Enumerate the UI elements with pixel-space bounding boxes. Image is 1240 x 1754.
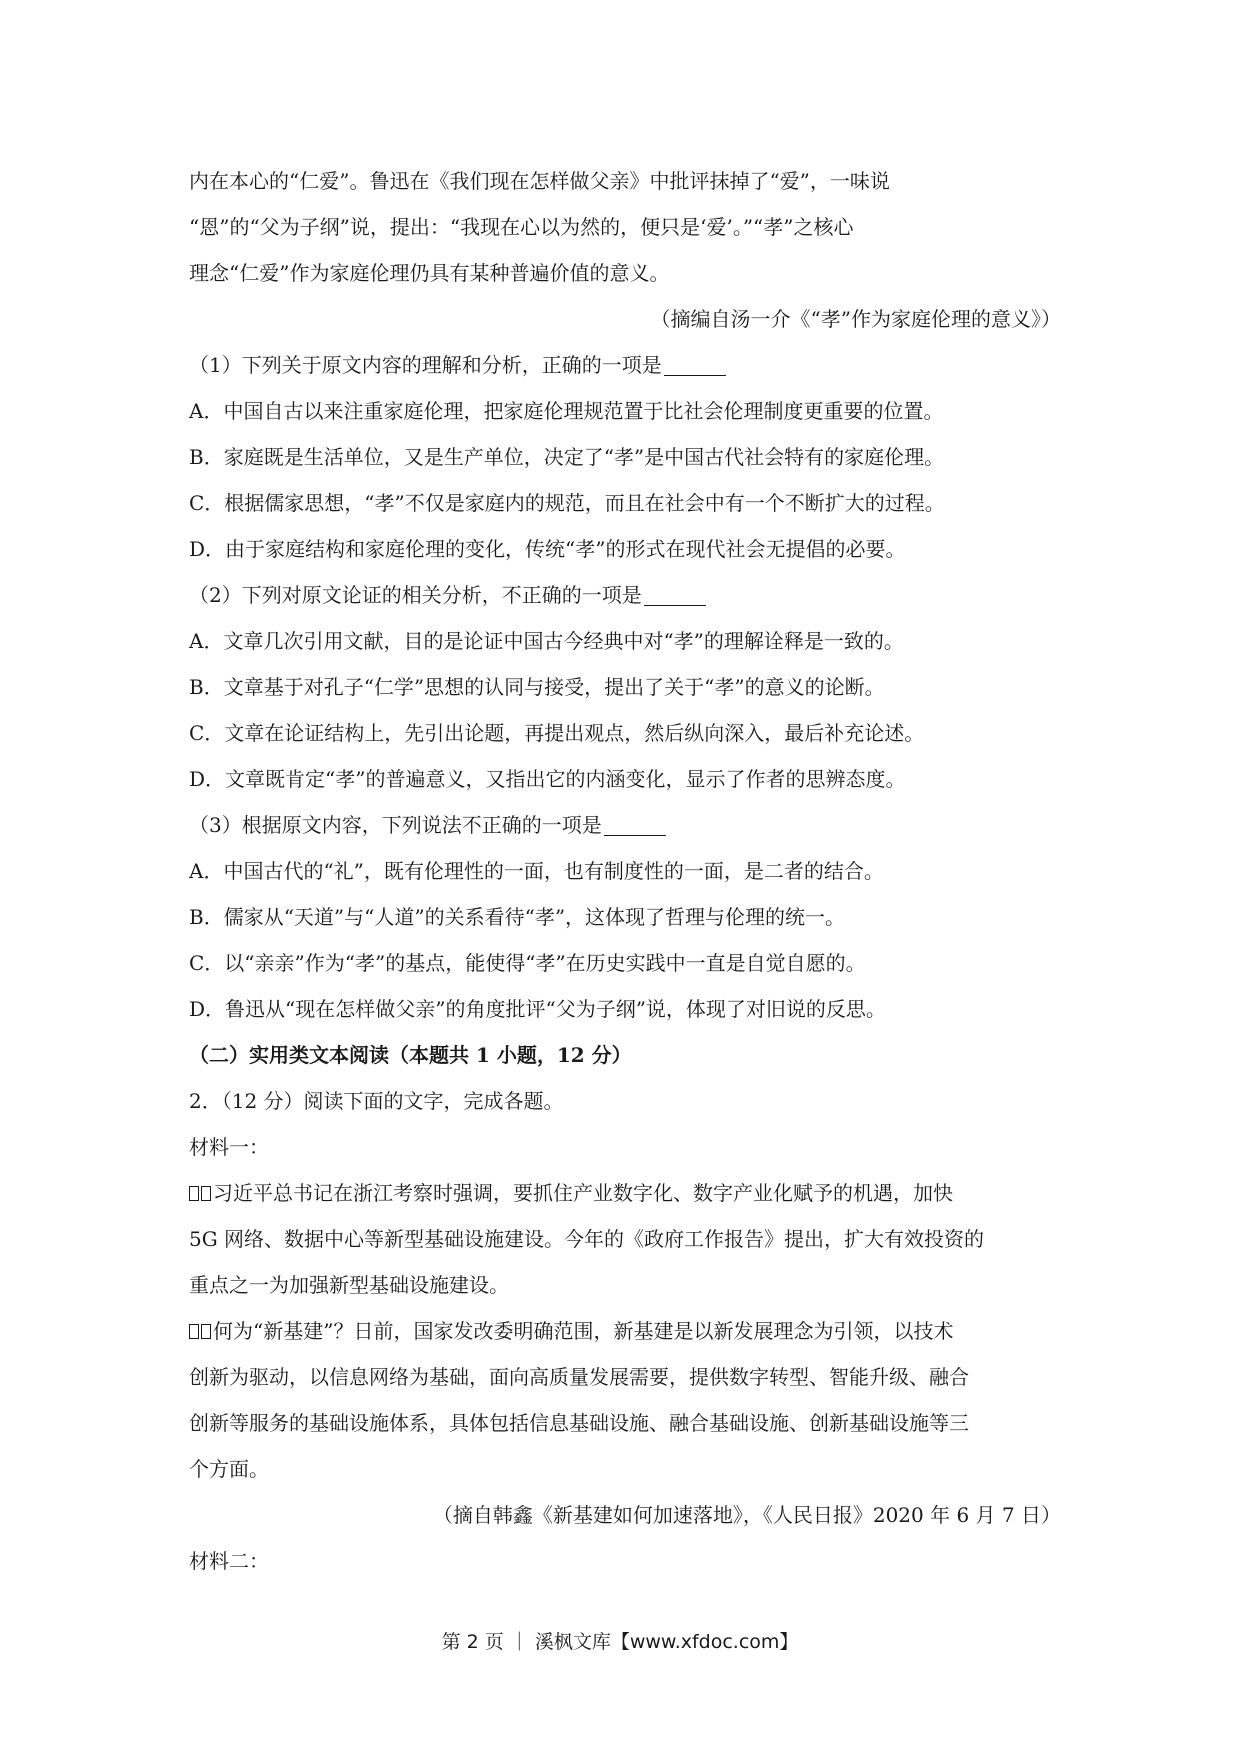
missing-glyph-icon (189, 1186, 199, 1201)
material-1-line: 创新为驱动，以信息网络为基础，面向高质量发展需要，提供数字转型、智能升级、融合 (189, 1365, 969, 1389)
material-1-label: 材料一： (189, 1135, 269, 1159)
question-3-option-d: D．鲁迅从“现在怎样做父亲”的角度批评“父为子纲”说，体现了对旧说的反思。 (189, 997, 886, 1021)
answer-blank (664, 353, 726, 376)
site-link[interactable]: 溪枫文库【www.xfdoc.com】 (534, 1631, 799, 1653)
answer-blank (604, 813, 666, 836)
material-1-text: 何为“新基建”？日前，国家发改委明确范围，新基建是以新发展理念为引领，以技术 (213, 1319, 954, 1343)
question-1-option-d: D．由于家庭结构和家庭伦理的变化，传统“孝”的形式在现代社会无提倡的必要。 (189, 537, 906, 561)
question-1-stem (189, 342, 1061, 388)
question-2-option-c: C．文章在论证结构上，先引出论题，再提出观点，然后纵向深入，最后补充论述。 (189, 721, 925, 745)
question-1-text: （1）下列关于原文内容的理解和分析，正确的一项是 (189, 353, 662, 377)
material-1-text: 习近平总书记在浙江考察时强调，要抓住产业数字化、数字产业化赋予的机遇，加快 (213, 1181, 953, 1205)
section-heading: （二）实用类文本阅读（本题共 1 小题，12 分） (189, 1043, 632, 1067)
question-1-option-b: B．家庭既是生活单位，又是生产单位，决定了“孝”是中国古代社会特有的家庭伦理。 (189, 445, 945, 469)
material-1-line: 5G 网络、数据中心等新型基础设施建设。今年的《政府工作报告》提出，扩大有效投资的 (189, 1227, 985, 1251)
question-1-option-c: C．根据儒家思想，“孝”不仅是家庭内的规范，而且在社会中有一个不断扩大的过程。 (189, 491, 945, 515)
missing-glyph-icon (201, 1186, 211, 1201)
question-2-stem (189, 572, 1061, 618)
material-1-line (189, 1308, 1061, 1354)
question-3-option-a: A．中国古代的“礼”，既有伦理性的一面，也有制度性的一面，是二者的结合。 (189, 859, 884, 883)
page-footer (0, 1627, 1240, 1654)
material-1-source: （摘自韩鑫《新基建如何加速落地》，《人民日报》2020 年 6 月 7 日） (432, 1503, 1061, 1527)
question-main: 2．（12 分）阅读下面的文字，完成各题。 (189, 1089, 564, 1113)
page-number: 第 2 页 ｜ (441, 1631, 529, 1653)
question-2-option-d: D．文章既肯定“孝”的普遍意义，又指出它的内涵变化，显示了作者的思辨态度。 (189, 767, 906, 791)
passage-line: 理念“仁爱”作为家庭伦理仍具有某种普遍价值的意义。 (189, 261, 670, 285)
question-3-stem (189, 802, 1061, 848)
question-3-option-c: C．以“亲亲”作为“孝”的基点，能使得“孝”在历史实践中一直是自觉自愿的。 (189, 951, 866, 975)
passage-line: 内在本心的“仁爱”。鲁迅在《我们现在怎样做父亲》中批评抹掉了“爱”，一味说 (189, 169, 890, 193)
question-3-option-b: B．儒家从“天道”与“人道”的关系看待“孝”，这体现了哲理与伦理的统一。 (189, 905, 846, 929)
material-1-line (189, 1170, 1061, 1216)
passage-source: （摘编自汤一介《“孝”作为家庭伦理的意义》） (650, 307, 1061, 331)
material-1-line: 重点之一为加强新型基础设施建设。 (189, 1273, 509, 1297)
question-2-text: （2）下列对原文论证的相关分析，不正确的一项是 (189, 583, 642, 607)
missing-glyph-icon (201, 1324, 211, 1339)
answer-blank (644, 583, 706, 606)
question-1-option-a: A．中国自古以来注重家庭伦理，把家庭伦理规范置于比社会伦理制度更重要的位置。 (189, 399, 944, 423)
passage-line: “恩”的“父为子纲”说，提出：“我现在心以为然的，便只是‘爱’。”“孝”之核心 (189, 215, 854, 239)
material-2-label: 材料二： (189, 1549, 269, 1573)
question-3-text: （3）根据原文内容，下列说法不正确的一项是 (189, 813, 602, 837)
missing-glyph-icon (189, 1324, 199, 1339)
question-2-option-b: B．文章基于对孔子“仁学”思想的认同与接受，提出了关于“孝”的意义的论断。 (189, 675, 885, 699)
question-2-option-a: A．文章几次引用文献，目的是论证中国古今经典中对“孝”的理解诠释是一致的。 (189, 629, 904, 653)
material-1-line: 创新等服务的基础设施体系，具体包括信息基础设施、融合基础设施、创新基础设施等三 (189, 1411, 969, 1435)
page-content (189, 158, 1061, 1584)
material-1-line: 个方面。 (189, 1457, 269, 1481)
